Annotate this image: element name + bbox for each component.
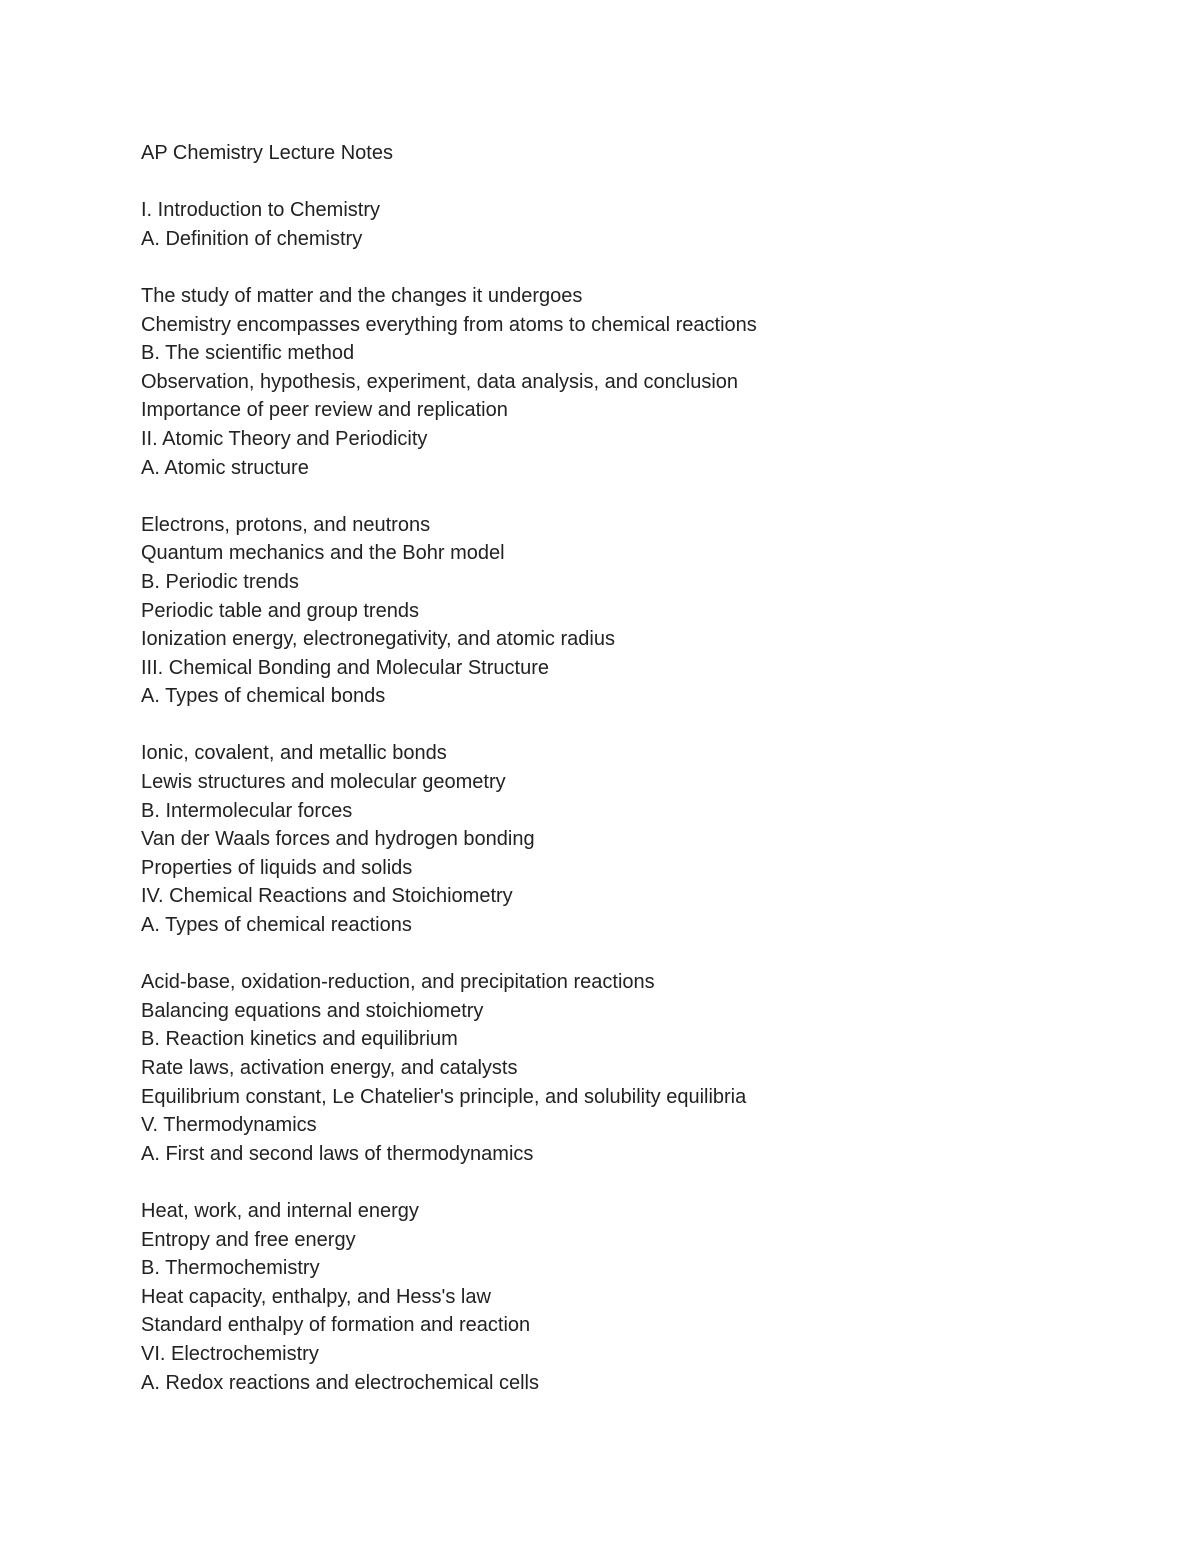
note-item: Equilibrium constant, Le Chatelier's principle, and solubility equilibria — [141, 1085, 747, 1108]
note-item: Ionization energy, electronegativity, and atomic radius — [141, 628, 615, 651]
subsection-heading: A. First and second laws of thermodynamics — [141, 1142, 534, 1165]
note-item: Electrons, protons, and neutrons — [141, 513, 431, 536]
subsection-heading: B. The scientific method — [141, 342, 355, 365]
document-title: AP Chemistry Lecture Notes — [141, 142, 393, 164]
note-item: Properties of liquids and solids — [141, 856, 413, 879]
section-heading: VI. Electrochemistry — [141, 1342, 319, 1365]
note-item: Ionic, covalent, and metallic bonds — [141, 742, 447, 765]
subsection-heading: A. Redox reactions and electrochemical cells — [141, 1371, 539, 1394]
section-heading: V. Thermodynamics — [141, 1114, 317, 1137]
section-heading: II. Atomic Theory and Periodicity — [141, 427, 428, 450]
note-item: Periodic table and group trends — [141, 599, 419, 622]
note-item: Standard enthalpy of formation and reaction — [141, 1314, 531, 1337]
spacer — [141, 940, 1101, 969]
note-item: Heat capacity, enthalpy, and Hess's law — [141, 1285, 491, 1308]
section-heading: I. Introduction to Chemistry — [141, 199, 380, 222]
spacer — [141, 168, 1101, 197]
subsection-heading: A. Definition of chemistry — [141, 227, 363, 250]
spacer — [141, 482, 1101, 511]
spacer — [141, 1168, 1101, 1197]
section-heading: IV. Chemical Reactions and Stoichiometry — [141, 885, 513, 908]
spacer — [141, 253, 1101, 282]
note-item: Observation, hypothesis, experiment, data analysis, and conclusion — [141, 370, 739, 393]
note-item: Entropy and free energy — [141, 1228, 356, 1251]
spacer — [141, 711, 1101, 740]
subsection-heading: A. Types of chemical reactions — [141, 914, 412, 937]
note-item: Lewis structures and molecular geometry — [141, 771, 506, 794]
note-item: Quantum mechanics and the Bohr model — [141, 542, 505, 565]
note-item: Acid-base, oxidation-reduction, and precipitation reactions — [141, 971, 655, 994]
note-item: Van der Waals forces and hydrogen bonding — [141, 828, 535, 851]
subsection-heading: A. Atomic structure — [141, 456, 309, 479]
subsection-heading: B. Reaction kinetics and equilibrium — [141, 1028, 458, 1051]
subsection-heading: A. Types of chemical bonds — [141, 685, 386, 708]
subsection-heading: B. Intermolecular forces — [141, 799, 353, 822]
section-heading: III. Chemical Bonding and Molecular Structure — [141, 656, 549, 679]
note-item: The study of matter and the changes it undergoes — [141, 284, 583, 307]
subsection-heading: B. Periodic trends — [141, 570, 299, 593]
subsection-heading: B. Thermochemistry — [141, 1257, 320, 1280]
note-item: Heat, work, and internal energy — [141, 1199, 419, 1222]
document-body — [141, 139, 1101, 1397]
note-item: Importance of peer review and replication — [141, 399, 508, 422]
note-item: Chemistry encompasses everything from atoms to chemical reactions — [141, 313, 757, 336]
note-item: Balancing equations and stoichiometry — [141, 999, 484, 1022]
note-item: Rate laws, activation energy, and catalysts — [141, 1057, 518, 1079]
